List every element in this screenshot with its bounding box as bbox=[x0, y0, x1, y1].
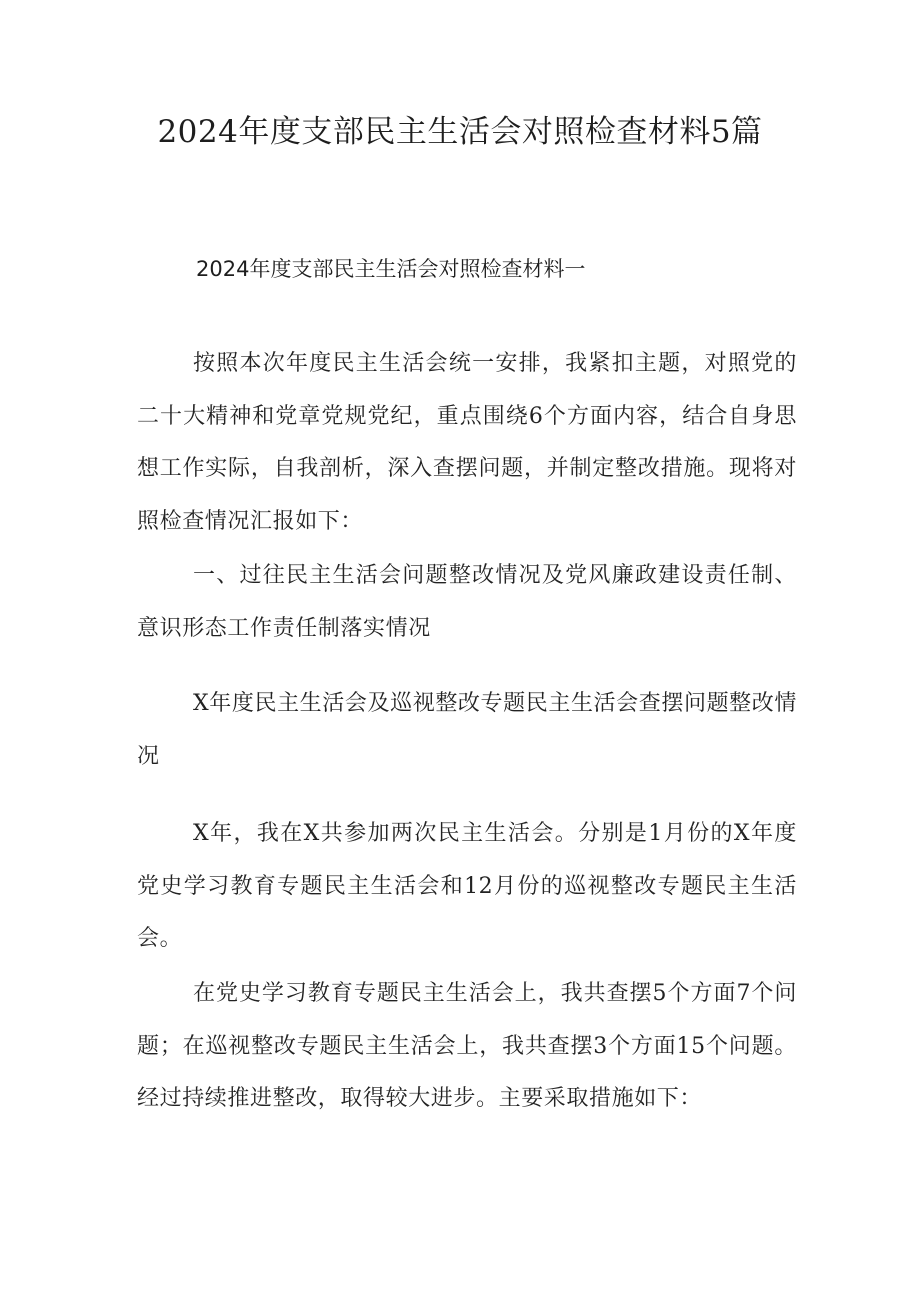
paragraph-subheading: X年度民主生活会及巡视整改专题民主生活会查摆问题整改情况 bbox=[137, 691, 797, 769]
paragraph-issues: 在党史学习教育专题民主生活会上，我共查摆5个方面7个问题；在巡视整改专题民主生活会上，我共查摆3个方面15个问题。经过持续推进整改，取得较大进步。主要采取措施如下： bbox=[137, 981, 797, 1111]
paragraph-intro: 按照本次年度民主生活会统一安排，我紧扣主题，对照党的二十大精神和党章党规党纪，重点围绕6个方面内容，结合自身思想工作实际，自我剖析，深入查摆问题，并制定整改措施。现将对照检查情况汇报如下： bbox=[137, 351, 797, 534]
section-heading: 2024年度支部民主生活会对照检查材料一 bbox=[196, 257, 586, 281]
paragraph-section-one-heading: 一、过往民主生活会问题整改情况及党风廉政建设责任制、意识形态工作责任制落实情况 bbox=[137, 563, 797, 641]
document-title: 2024年度支部民主生活会对照检查材料5篇 bbox=[157, 114, 763, 150]
paragraph-meetings: X年，我在X共参加两次民主生活会。分别是1月份的X年度党史学习教育专题民主生活会和12月份的巡视整改专题民主生活会。 bbox=[137, 821, 797, 951]
